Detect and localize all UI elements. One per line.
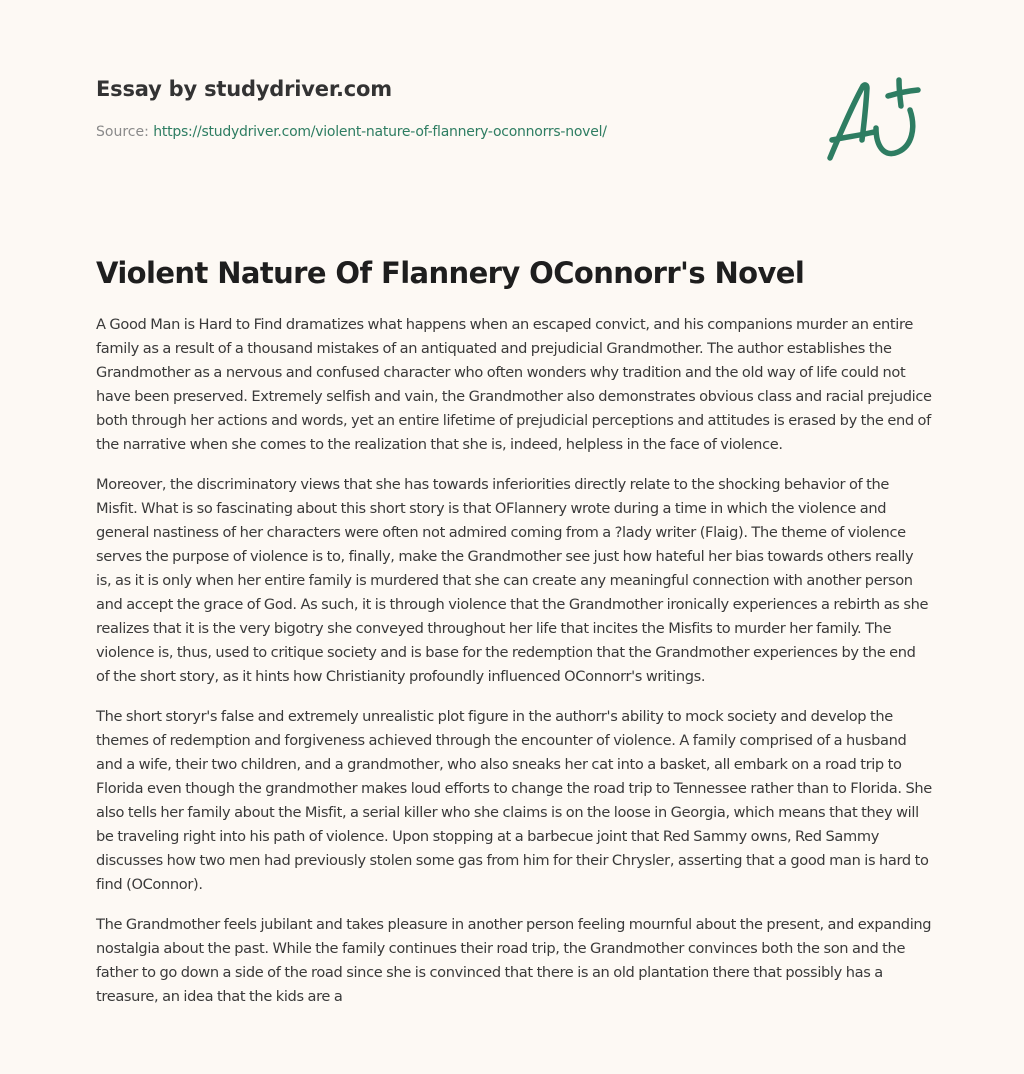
essay-paragraph: Moreover, the discriminatory views that she has towards inferiorities directly relate to the shocking behavior of the Misfit. What is so fascinating about this short story is that OFlannery wrote during a time in which the violence and general nastiness of her characters were often not admired coming from a ?lady writer (Flaig). The theme of violence serves the purpose of violence is to, finally, make the Grandmother see just how hateful her bias towards others really is, as it is only when her entire family is murdered that she can create any meaningful connection with another person and accept the grace of God. As such, it is through violence that the Grandmother ironically experiences a rebirth as she realizes that it is the very bigotry she conveyed throughout her life that incites the Misfits to murder her family. The violence is, thus, used to critique society and is base for the redemption that the Grandmother experiences by the end of the short story, as it hints how Christianity profoundly influenced OConnorr's writings. — [96, 476, 929, 685]
essay-paragraph: A Good Man is Hard to Find dramatizes what happens when an escaped convict, and his companions murder an entire family as a result of a thousand mistakes of an antiquated and prejudicial Grandmother. The author establishes the Grandmother as a nervous and confused character who often wonders why tradition and the old way of life could not have been preserved. Extremely selfish and vain, the Grandmother also demonstrates obvious class and racial prejudice both through her actions and words, yet an entire lifetime of prejudicial perceptions and attitudes is erased by the end of the narrative when she comes to the realization that she is, indeed, helpless in the face of violence. — [96, 316, 932, 453]
essay-title: Violent Nature Of Flannery OConnorr's Novel — [96, 256, 805, 290]
brand-title: Essay by studydriver.com — [96, 77, 392, 101]
essay-header — [96, 74, 796, 142]
essay-paragraph: The short storyr's false and extremely unrealistic plot figure in the authorr's ability to mock society and develop the themes of redemption and forgiveness achieved through the encounter of violence. A family comprised of a husband and a wife, their two children, and a grandmother, who also sneaks her cat into a basket, all embark on a road trip to Florida even though the grandmother makes loud efforts to change the road trip to Tennessee rather than to Florida. She also tells her family about the Misfit, a serial killer who she claims is on the loose in Georgia, which means that they will be traveling right into his path of violence. Upon stopping at a barbecue joint that Red Sammy owns, Red Sammy discusses how two men had previously stolen some gas from him for their Chrysler, asserting that a good man is hard to find (OConnor). — [96, 708, 932, 893]
source-link[interactable]: https://studydriver.com/violent-nature-of-flannery-oconnorrs-novel/ — [153, 124, 607, 140]
a-plus-grade-icon — [818, 66, 934, 170]
source-label: Source: — [96, 124, 154, 140]
source-line — [96, 122, 796, 142]
essay-paragraph: The Grandmother feels jubilant and takes pleasure in another person feeling mournful about the present, and expanding nostalgia about the past. While the family continues their road trip, the Grandmother convinces both the son and the father to go down a side of the road since she is convinced that there is an old plantation there that possibly has a treasure, an idea that the kids are a — [96, 916, 932, 1005]
essay-body — [96, 313, 932, 1025]
